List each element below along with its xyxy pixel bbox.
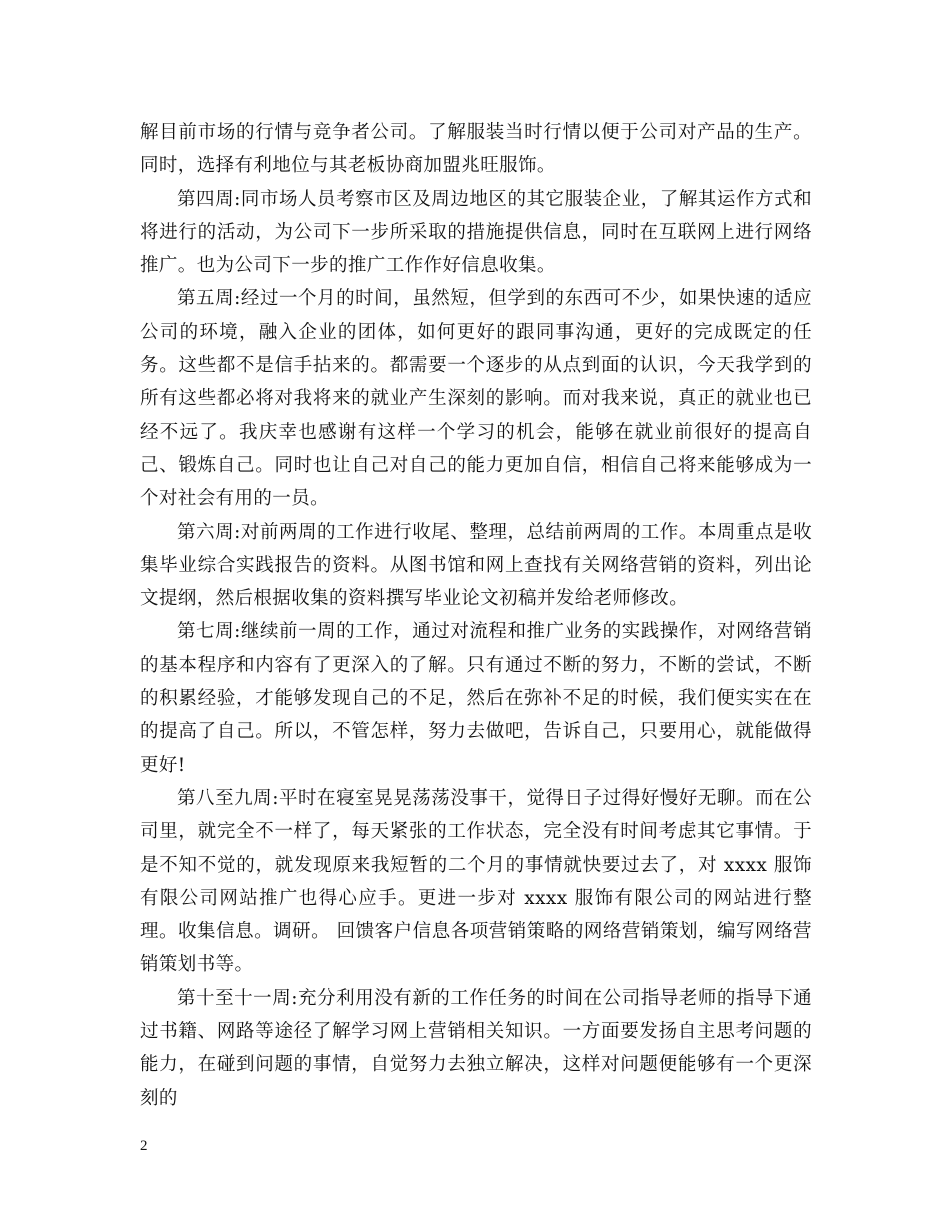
paragraph-week-6: 第六周:对前两周的工作进行收尾、整理，总结前两周的工作。本周重点是收集毕业综合实践报告的资料。从图书馆和网上查找有关网络营销的资料，列出论文提纲，然后根据收集的资料撰写毕业论文初稿并发给老师修改。 [140,521,812,610]
document-body [140,116,812,1115]
paragraph-week-5: 第五周:经过一个月的时间，虽然短，但学到的东西可不少，如果快速的适应公司的环境，融入企业的团体，如何更好的跟同事沟通，更好的完成既定的任务。这些都不是信手拈来的。都需要一个逐步的从点到面的认识，今天我学到的所有这些都必将对我将来的就业产生深刻的影响。而对我来说，真正的就业也已经不远了。我庆幸也感谢有这样一个学习的机会，能够在就业前很好的提高自己、锻炼自己。同时也让自己对自己的能力更加自信，相信自己将来能够成为一个对社会有用的一员。 [140,288,812,510]
page-number: 2 [140,1138,148,1154]
paragraph-week-7: 第七周:继续前一周的工作，通过对流程和推广业务的实践操作，对网络营销的基本程序和内容有了更深入的了解。只有通过不断的努力，不断的尝试，不断的积累经验，才能够发现自己的不足，然后在弥补不足的时候，我们便实实在在的提高了自己。所以，不管怎样，努力去做吧，告诉自己，只要用心，就能做得更好! [140,621,812,776]
paragraph-week-10-11: 第十至十一周:充分利用没有新的工作任务的时间在公司指导老师的指导下通过书籍、网路等途径了解学习网上营销相关知识。一方面要发扬自主思考问题的能力，在碰到问题的事情，自觉努力去独立解决，这样对问题便能够有一个更深刻的 [140,987,812,1109]
paragraph-continuation: 解目前市场的行情与竞争者公司。了解服装当时行情以便于公司对产品的生产。同时，选择有利地位与其老板协商加盟兆旺服饰。 [140,122,812,177]
paragraph-week-8-9: 第八至九周:平时在寝室晃晃荡荡没事干，觉得日子过得好慢好无聊。而在公司里，就完全不一样了，每天紧张的工作状态，完全没有时间考虑其它事情。于是不知不觉的，就发现原来我短暂的二个月的事情就快要过去了，对 xxxx 服饰有限公司网站推广也得心应手。更进一步对 xxxx 服饰有限公司的网站进行整理。收集信息。调研。 回馈客户信息各项营销策略的网络营销策划，编写网络营销策划书等。 [140,787,812,976]
paragraph-week-4: 第四周:同市场人员考察市区及周边地区的其它服装企业，了解其运作方式和将进行的活动，为公司下一步所采取的措施提供信息，同时在互联网上进行网络推广。也为公司下一步的推广工作作好信息收集。 [140,188,812,277]
